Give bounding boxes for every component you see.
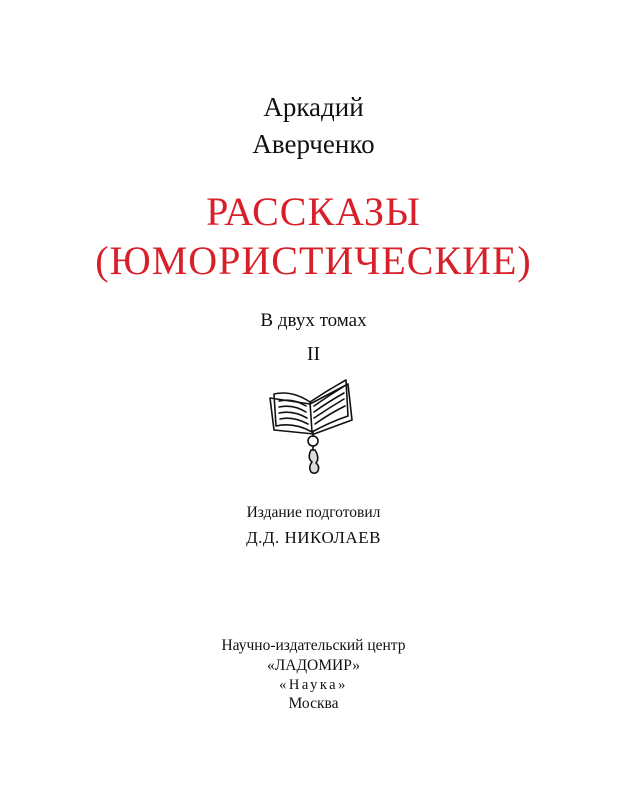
book-title-line-1: РАССКАЗЫ xyxy=(206,189,421,234)
open-book-with-figure-icon xyxy=(264,374,356,478)
publisher-name: «ЛАДОМИР» xyxy=(267,657,360,674)
book-title-line-2: (ЮМОРИСТИЧЕСКИЕ) xyxy=(95,238,532,283)
volume-number: II xyxy=(306,343,321,365)
edition-prepared-by: Издание подготовил xyxy=(246,504,381,521)
editor-name: Д.Д. НИКОЛАЕВ xyxy=(246,528,381,547)
publisher-imprint: «Наука» xyxy=(279,677,348,693)
author-first-name: Аркадий xyxy=(263,92,364,122)
publisher-city: Москва xyxy=(288,695,339,712)
volumes-note: В двух томах xyxy=(260,310,367,331)
author-last-name: Аверченко xyxy=(252,129,375,159)
publisher-center: Научно-издательский центр xyxy=(221,637,406,654)
